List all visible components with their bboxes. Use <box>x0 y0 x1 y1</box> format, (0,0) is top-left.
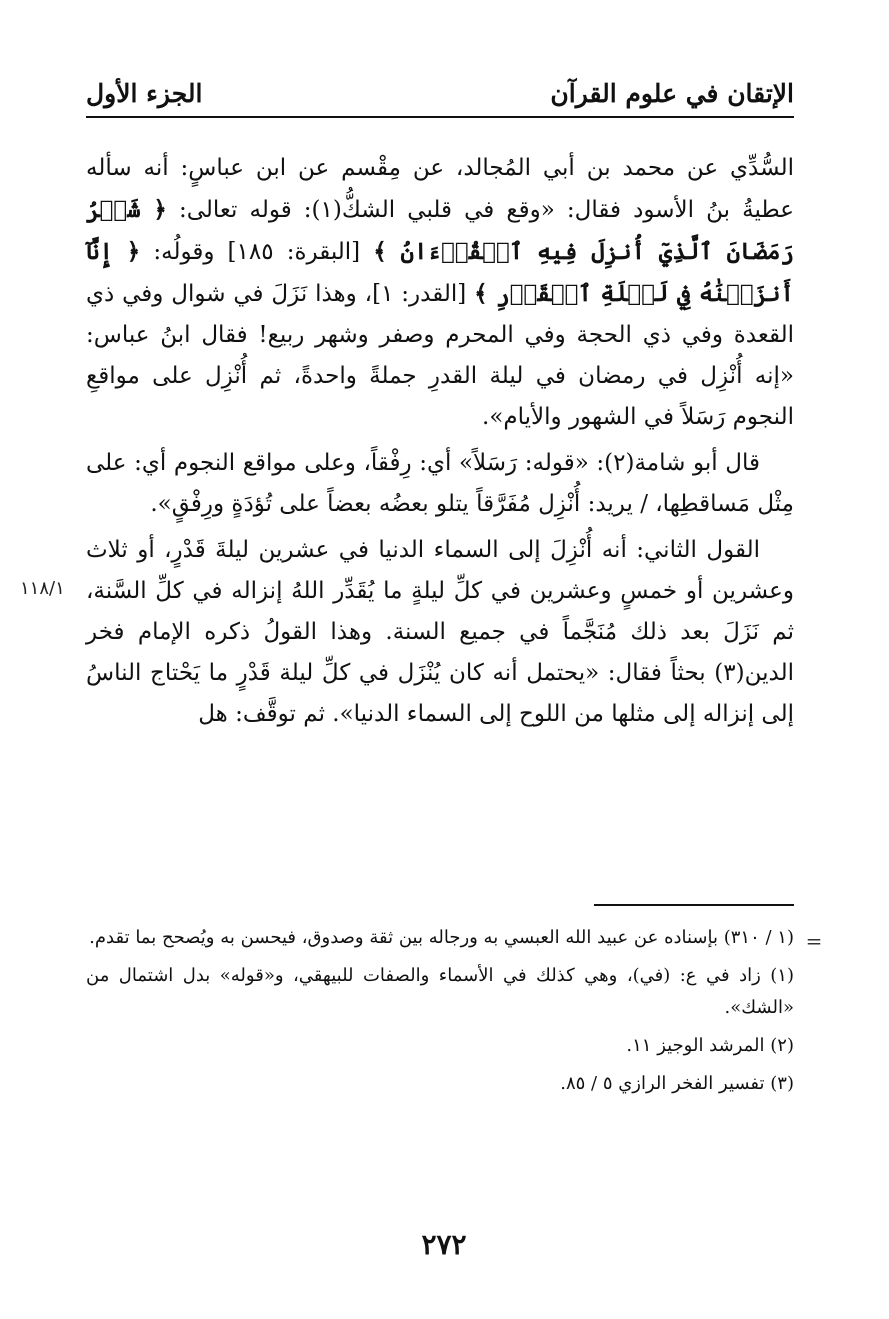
paragraph-3: القول الثاني: أنه أُنْزِلَ إلى السماء الدنيا في عشرين ليلةَ قَدْرٍ، أو ثلاث وعشرين أو خمسٍ وعشرين في كلِّ ليلةٍ ما يُقَدِّر اللهُ إنزاله في كلِّ السَّنة، ثم نَزَلَ بعد ذلك مُنَجَّماً في جميع السنة. وهذا القولُ ذكره الإمام فخر الدين(٣) بحثاً فقال: «يحتمل أنه كان يُنْزَل في كلِّ ليلة قَدْرٍ ما يَحْتاج الناسُ إلى إنزاله إلى مثلها من اللوح إلى السماء الدنيا». ثم توقَّف: هل <box>86 537 794 727</box>
page-number: ٢٧٢ <box>421 1228 467 1261</box>
footnote-3: (٣) تفسير الفخر الرازي ٥ / ٨٥. <box>560 1073 794 1094</box>
paragraph-2: قال أبو شامة(٢): «قوله: رَسَلاً» أي: رِفْقاً، وعلى مواقع النجوم أي: على مِثْل مَساقطِها، / يريد: أُنْزِل مُفَرَّقاً يتلو بعضُه بعضاً على تُؤدَةٍ ورِفْقٍ». <box>86 450 794 517</box>
paragraph-1 <box>86 148 794 438</box>
footnote-continued: (١ / ٣١٠) بإسناده عن عبيد الله العبسي به ورجاله بين ثقة وصدوق، فيحسن به ويُصحح بما تقدم. <box>89 927 794 948</box>
book-title: الإتقان في علوم القرآن <box>550 78 794 108</box>
paragraph-1-start: السُّدِّي عن محمد بن أبي المُجالد، عن مِقْسم عن ابن عباسٍ: أنه سأله عطيةُ بنُ الأسود فقال: «وقع في قلبي الشكُّ(١): قوله تعالى: <box>86 155 794 223</box>
paragraph-1-middle: [البقرة: ١٨٥] وقولُه: <box>140 239 374 265</box>
main-text <box>86 148 794 740</box>
quran-verse-qadr: ﴿ إِنَّآ أَنزَلۡنَٰهُ فِي لَيۡلَةِ ٱلۡقَدۡرِ ﴾ <box>86 238 794 307</box>
footnote-1: (١) زاد في ع: (في)، وهي كذلك في الأسماء والصفات للبيهقي، و«قوله» بدل اشتمال من «الشك». <box>86 965 794 1018</box>
footnote-2: (٢) المرشد الوجيز ١١. <box>626 1035 794 1056</box>
footnote-divider <box>594 904 794 906</box>
header-divider <box>86 116 794 118</box>
footnotes <box>86 922 794 1106</box>
volume-label: الجزء الأول <box>86 78 203 108</box>
paragraph-1-end: [القدر: ١]، وهذا نَزَلَ في شوال وفي ذي القعدة وفي ذي الحجة وفي المحرم وصفر وشهر ربيع! فقال ابنُ عباس: «إنه أُنْزِل في رمضان في ليلة القدرِ جملةً واحدةً، ثم أُنْزِل على مواقعِ النجوم رَسَلاً في الشهور والأيام». <box>86 281 794 430</box>
margin-reference: ١١٨/١ <box>20 578 65 599</box>
page-header <box>86 76 794 110</box>
quran-verse-baqarah: ﴿ شَهۡرُ رَمَضَانَ ٱلَّذِيٓ أُنزِلَ فِيهِ ٱلۡقُرۡءَانُ ﴾ <box>86 196 795 265</box>
continuation-mark: = <box>805 929 823 953</box>
